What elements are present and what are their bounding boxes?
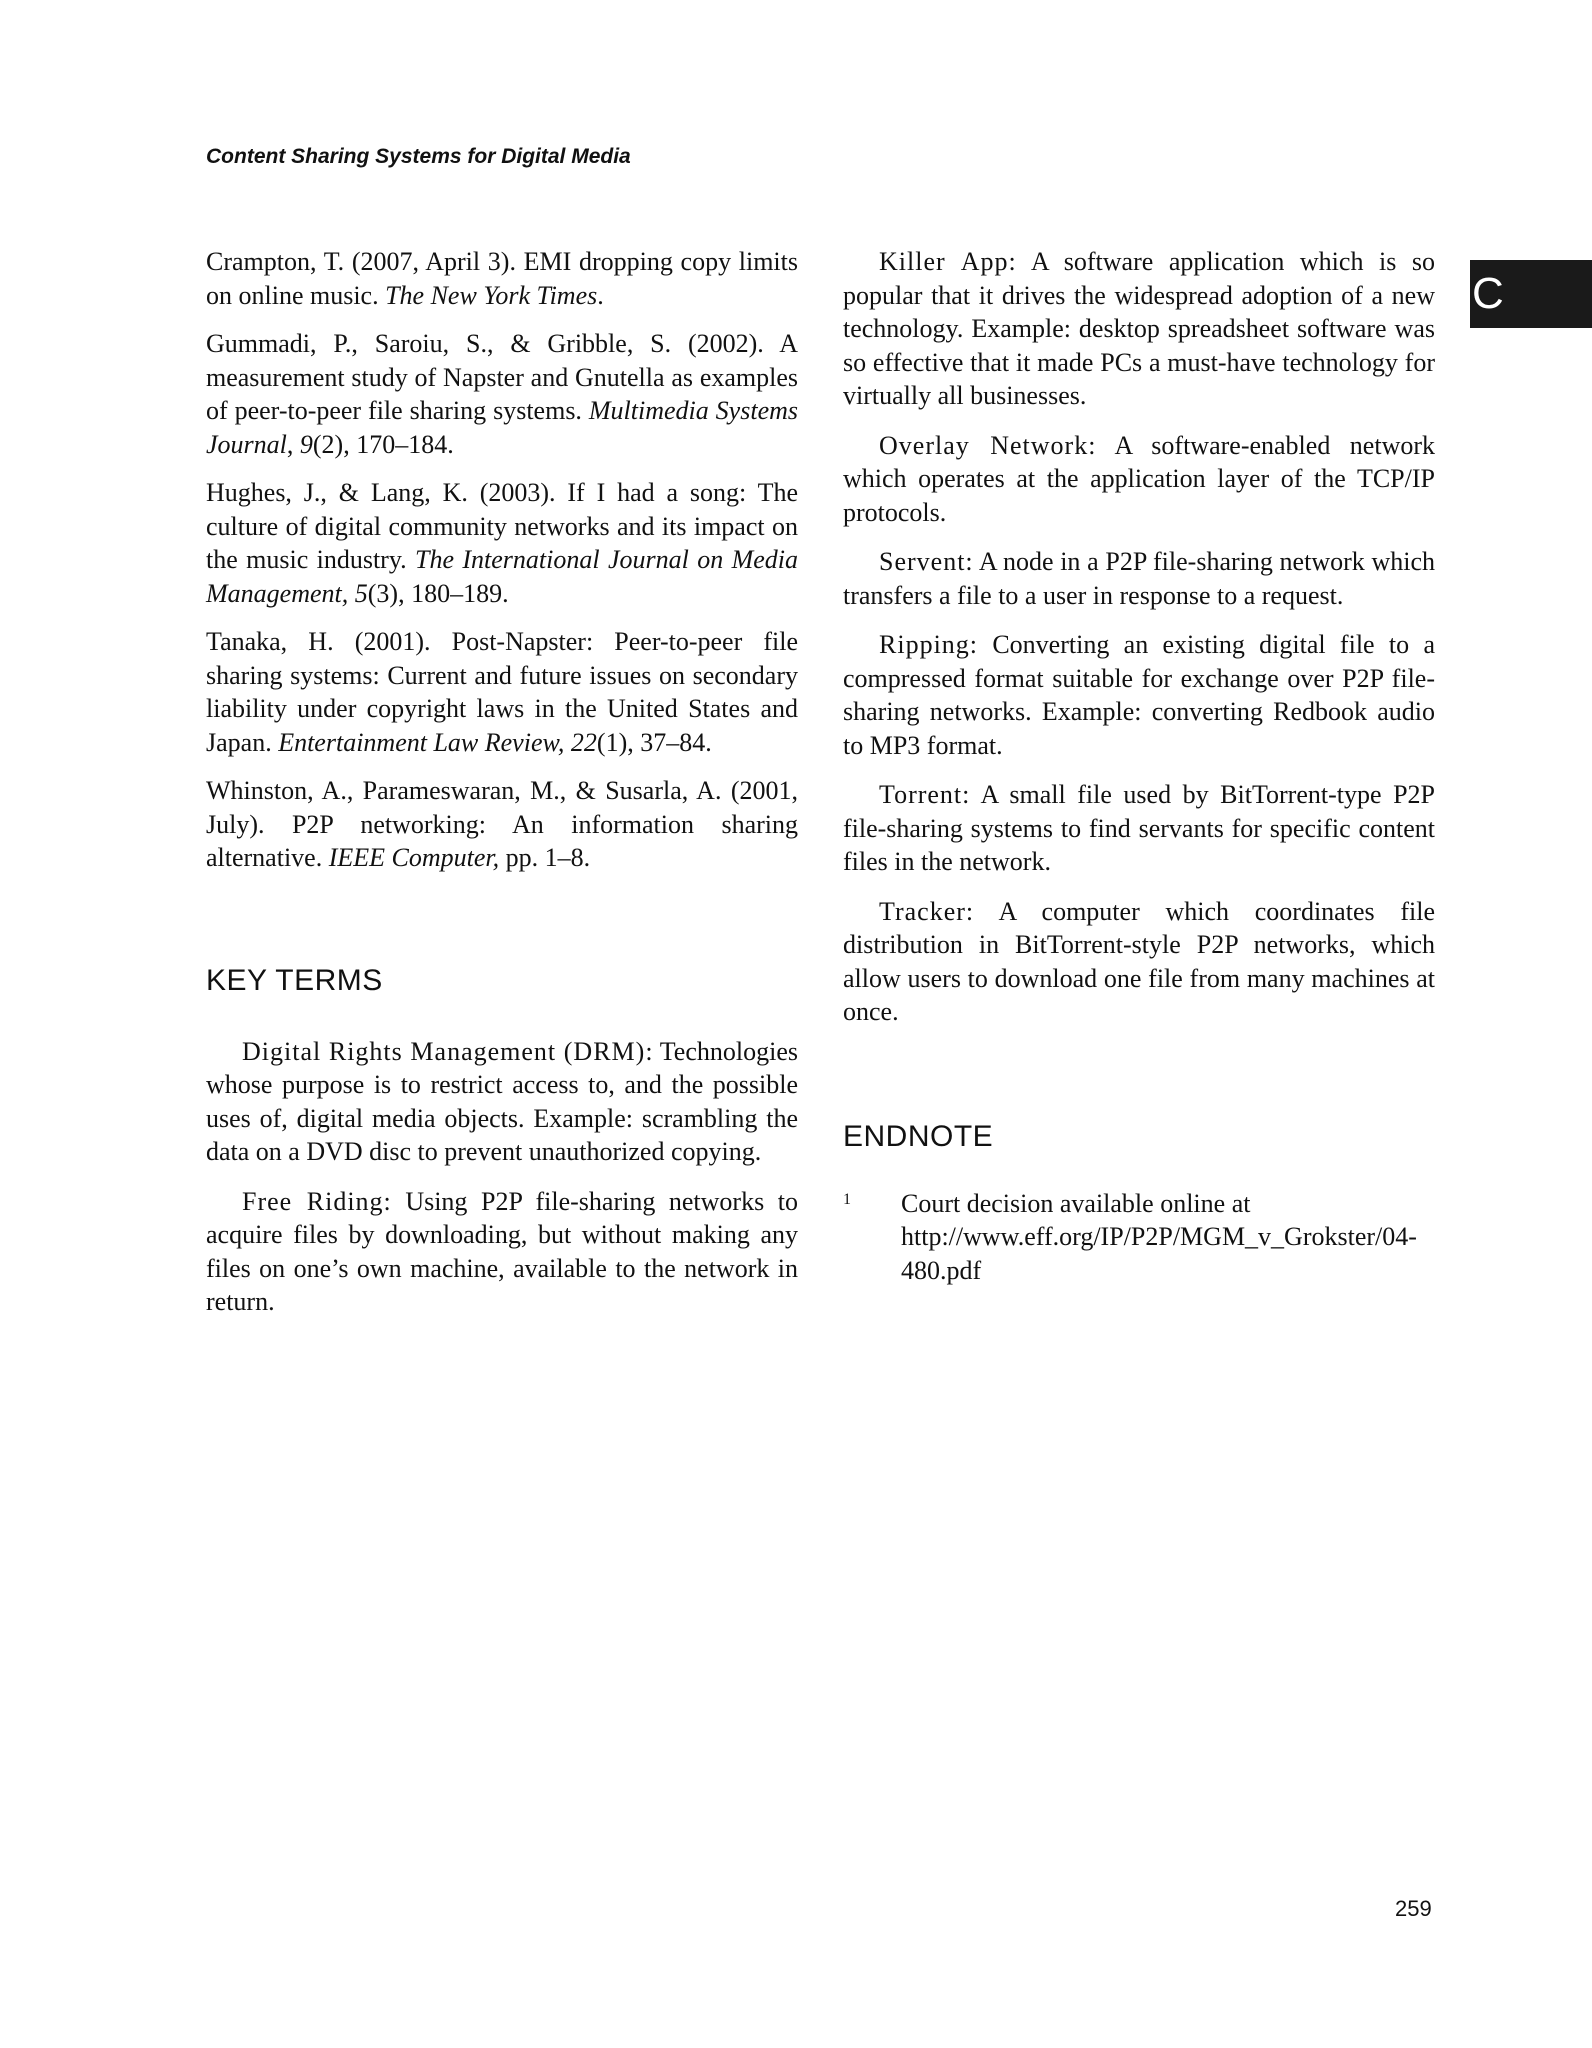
section-tab	[1470, 260, 1592, 328]
left-column	[206, 245, 798, 1335]
reference-whinston: Whinston, A., Parameswaran, M., & Susarla, A. (2001, July). P2P networking: An information sharing alternative. IEEE Computer, pp. 1–8.	[206, 776, 798, 872]
key-terms-heading: KEY TERMS	[206, 963, 383, 997]
term-killer-app: Killer App: A software application which is so popular that it drives the widespread adoption of a new technology. Example: desktop spreadsheet software was so effective that it made PCs a must-have technology for virtually all businesses.	[843, 247, 1435, 410]
endnote-number: 1	[843, 1190, 851, 1208]
reference-hughes: Hughes, J., & Lang, K. (2003). If I had a song: The culture of digital community networks and its impact on the music industry. The International Journal on Media Management, 5(3), 180–189.	[206, 478, 799, 608]
term-free-riding: Free Riding: Using P2P file-sharing networks to acquire files by downloading, but without making any files on one’s own machine, available to the network in return.	[206, 1186, 798, 1316]
endnote-heading: ENDNOTE	[843, 1119, 994, 1153]
section-tab-letter: C	[1472, 269, 1504, 318]
reference-gummadi: Gummadi, P., Saroiu, S., & Gribble, S. (2002). A measurement study of Napster and Gnutella as examples of peer-to-peer file sharing systems. Multimedia Systems Journal, 9(2), 170–184.	[206, 329, 798, 459]
term-tracker: Tracker: A computer which coordinates file distribution in BitTorrent-style P2P networks, which allow users to download one file from many machines at once.	[843, 896, 1435, 1026]
term-servent: Servent: A node in a P2P file-sharing network which transfers a file to a user in response to a request.	[843, 547, 1435, 610]
reference-crampton: Crampton, T. (2007, April 3). EMI dropping copy limits on online music. The New York Times.	[206, 247, 798, 310]
endnote-text: Court decision available online at http://www.eff.org/IP/P2P/MGM_v_Grokster/04-480.pdf	[901, 1188, 1417, 1285]
reference-tanaka: Tanaka, H. (2001). Post-Napster: Peer-to-peer file sharing systems: Current and future issues on secondary liability under copyright laws in the United States and Japan. Entertainment Law Review, 22(1), 37–84.	[206, 627, 798, 757]
term-drm: Digital Rights Management (DRM): Technologies whose purpose is to restrict access to, and the possible uses of, digital media objects. Example: scrambling the data on a DVD disc to prevent unauthorized copying.	[206, 1036, 798, 1166]
page-number: 259	[1395, 1896, 1432, 1921]
running-header: Content Sharing Systems for Digital Media	[206, 145, 631, 168]
endnote-item	[843, 1187, 1435, 1288]
right-column	[843, 245, 1435, 1287]
term-overlay-network: Overlay Network: A software-enabled network which operates at the application layer of the TCP/IP protocols.	[843, 430, 1435, 527]
term-ripping: Ripping: Converting an existing digital file to a compressed format suitable for exchange over P2P file-sharing networks. Example: converting Redbook audio to MP3 format.	[843, 630, 1435, 760]
term-torrent: Torrent: A small file used by BitTorrent-type P2P file-sharing systems to find servants for specific content files in the network.	[843, 780, 1435, 876]
